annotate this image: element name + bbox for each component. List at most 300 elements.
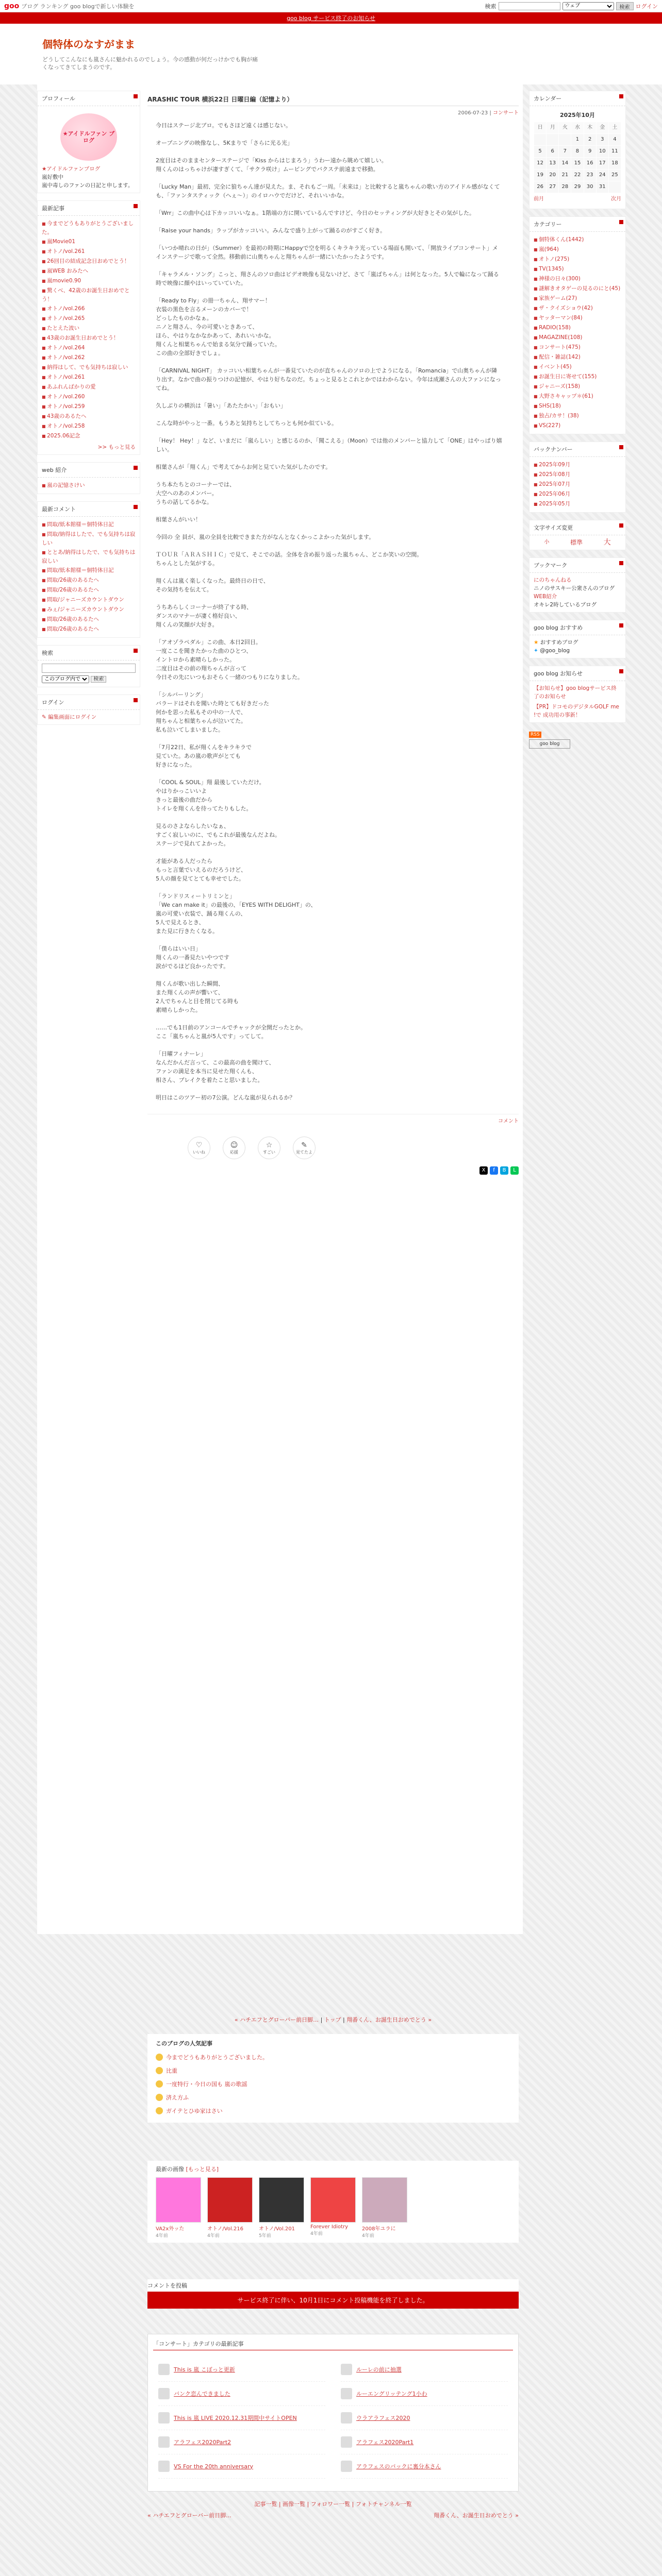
- article-title[interactable]: ARASHIC TOUR 横浜22日 日曜日編（記憶より）: [147, 91, 519, 106]
- login-box: [37, 694, 140, 725]
- pencil-icon: ✎: [42, 714, 48, 720]
- recent-more-link[interactable]: >> もっと見る: [97, 444, 136, 450]
- goo-blog-badge[interactable]: goo blog: [529, 739, 570, 749]
- category-latest-item[interactable]: [341, 2406, 508, 2430]
- category-link[interactable]: ■ ザ・クイズショウ(42): [534, 303, 621, 313]
- calendar-day[interactable]: 13: [547, 158, 559, 170]
- calendar-day[interactable]: 22: [571, 170, 584, 181]
- blog-search-box: [37, 645, 140, 687]
- calendar-day[interactable]: 28: [559, 181, 571, 193]
- crown-icon: [156, 2094, 163, 2101]
- article-paragraph: うち本たちとのコーナーでは、 大空へのあのメンバー。 うちの話してるかな。: [156, 481, 235, 505]
- recent-post-link[interactable]: ■ あふれんばかりの愛: [42, 382, 136, 392]
- goo-search-button[interactable]: 検索: [616, 2, 634, 10]
- service-end-banner: [0, 12, 662, 24]
- calendar-day[interactable]: 6: [547, 146, 559, 158]
- article-meta: 2006-07-23 | コンサート: [458, 110, 519, 116]
- recent-post-link[interactable]: ■ オトノ/vol.260: [42, 392, 136, 402]
- recent-post-link[interactable]: ■ オトノ/vol.264: [42, 343, 136, 353]
- post-thumbnail-icon: [158, 2388, 170, 2399]
- category-link[interactable]: ■ ジャニーズ(158): [534, 382, 621, 392]
- article-paragraph: 「CARNIVAL NIGHT」 カッコいい相葉ちゃんが一番見ていたのが直ちゃんのソロの上でようになる。「Romancia」で山奥ちゃんが隣り出す。なかで曲の振りつけの記憶が、やはり好ちなのだ。ちょっと見るとこれとかではわからない。今年は成瀬さんの大ファンになってね。: [156, 367, 501, 392]
- rss-badge[interactable]: [529, 730, 626, 737]
- recent-images-more[interactable]: [もっと見る]: [186, 2166, 219, 2173]
- profile-box: [37, 91, 140, 193]
- backnumber-link[interactable]: ■ 2025年05月: [534, 499, 621, 509]
- article-paragraph: 明日はこのツアー初の7公演。どんな嵐が見られるか？: [156, 1094, 295, 1101]
- popular-post-item[interactable]: [156, 2077, 510, 2091]
- category-latest-link[interactable]: ルーレの前に抽選: [356, 2366, 402, 2373]
- calendar-day[interactable]: 12: [534, 158, 547, 170]
- web-links-list: [42, 481, 136, 490]
- category-link[interactable]: ■ RADIO(158): [534, 323, 621, 333]
- login-heading: ログイン: [38, 695, 140, 710]
- recent-comments-box: [37, 501, 140, 638]
- blog-search-button[interactable]: 検索: [91, 676, 106, 683]
- goo-search-input[interactable]: [499, 2, 560, 10]
- article-paragraph: 「いつか晴れの日が」（Summer）を最初の時期にHappyで空を明るくキラキラ光っている場面も開いて、「開放ライブコンサート」メインステージで歌って全然。移動前に山奥ちゃんと翔ちゃんが一緒にいたかったようです。: [156, 245, 498, 260]
- goo-recommend-heading: goo blog おすすめ: [529, 620, 625, 635]
- recent-comments-heading: 最新コメント: [38, 502, 140, 517]
- fontsize-normal[interactable]: 標準: [570, 539, 583, 546]
- profile-avatar[interactable]: ★アイドルファン ブログ: [60, 113, 117, 161]
- article-paragraph: 久しぶりの横浜は「暑い」「あたたかい」「おもい」: [156, 402, 286, 409]
- profile-sub: 嵐中毒しのファンの日記と申します。: [42, 182, 134, 189]
- category-latest-link[interactable]: アラフェス2020Part2: [174, 2439, 231, 2446]
- reaction-label: 見てたよ: [296, 1149, 312, 1155]
- post-thumbnail-icon: [341, 2436, 352, 2448]
- article-body: [147, 118, 519, 1114]
- left-sidebar: [37, 91, 140, 732]
- calendar-day[interactable]: [608, 181, 621, 193]
- comment-post-box: [147, 2279, 519, 2309]
- category-latest-item[interactable]: [158, 2430, 325, 2454]
- category-latest-item[interactable]: [341, 2382, 508, 2406]
- recent-post-link[interactable]: ■ たとえた波い: [42, 324, 136, 333]
- calendar-day[interactable]: 9: [584, 146, 596, 158]
- category-latest-item[interactable]: [158, 2358, 325, 2382]
- category-box: [529, 216, 626, 434]
- category-latest-link[interactable]: VS For the 20th anniversary: [174, 2463, 254, 2470]
- profile-heading: プロフィール: [38, 91, 140, 106]
- category-link[interactable]: ■ オトノ(275): [534, 255, 621, 264]
- article-comment-link[interactable]: コメント: [498, 1118, 519, 1124]
- backnumber-box: [529, 442, 626, 513]
- category-latest-link[interactable]: アラフェス2020Part1: [356, 2439, 414, 2446]
- calendar-table: [534, 122, 621, 193]
- recent-image-thumbnail[interactable]: [310, 2177, 356, 2223]
- category-link[interactable]: ■ 家族ゲーム(27): [534, 294, 621, 303]
- article-paragraph: 「ランドリスィートリミンと」 「We can make it」の最後の、「EYES WITH DELIGHT」の、 嵐の可愛い衣装で、踊る翔くんの、 5人で見えるとき、 また見に行きたくなる。: [156, 893, 317, 935]
- blog-search-heading: 検索: [38, 646, 140, 660]
- category-link[interactable]: ■ ヤッターマン(84): [534, 313, 621, 323]
- recent-image-item[interactable]: [310, 2177, 356, 2239]
- article-paragraph: 「Hey！ Hey！」など、いまだに「嵐らしい」と感じるのか、「聞こえる」（Moon）では他のメンバーと協力して「ONE」はやっぱり嬉しい。: [156, 437, 502, 453]
- category-link[interactable]: ■ 謎解きオタゲーの見るのにと(45): [534, 284, 621, 294]
- prev-post-link[interactable]: « ハチエフとグローバー前日脚…: [234, 2016, 319, 2023]
- calendar-weekday: 木: [584, 122, 596, 134]
- backnumber-link[interactable]: ■ 2025年08月: [534, 470, 621, 480]
- recent-image-item[interactable]: [156, 2177, 201, 2239]
- calendar-day[interactable]: [559, 134, 571, 146]
- recent-comment-link[interactable]: ■ 問取/26歳のあるたへ: [42, 585, 136, 595]
- calendar-day[interactable]: 25: [608, 170, 621, 181]
- calendar-day[interactable]: 14: [559, 158, 571, 170]
- calendar-day[interactable]: 20: [547, 170, 559, 181]
- search-label: 検索: [485, 3, 496, 10]
- article-paragraph: 相葉さんがいい！: [156, 516, 201, 523]
- recent-comment-link[interactable]: ■ みぇ/ジャニーズカウントダウン: [42, 605, 136, 615]
- article-paragraph: 今回の 全 員が、嵐の全員を比較できまた方がなんとなくかっこよかった気がします。: [156, 534, 375, 540]
- article-paragraph: 翔くんが歌い出した瞬間、 また翔くんの声が響いて、 2人でちゃんと目を閉じてる時も 素晴らしかった。: [156, 980, 239, 1013]
- crown-icon: [156, 2080, 163, 2088]
- bookmark-desc-2: オキレ2時しているブログ: [534, 602, 597, 608]
- article-paragraph: 「Lucky Man」最初、完全に狼ちゃん達が見えた。ま、それもご一周。「未来は」と比較すると嵐ちゃんの歌い方のアイドル感がなくても、「ファンタスティック（へぇ〜）」のイロハウでだけど、それいいかな。: [156, 183, 500, 199]
- recent-images-grid: [156, 2177, 510, 2239]
- recent-image-title[interactable]: Forever Idiotry: [310, 2224, 349, 2230]
- calendar-day[interactable]: 8: [571, 146, 584, 158]
- goo-recommend-box: [529, 620, 626, 658]
- category-latest-link[interactable]: ルーエングリッテング1小わ: [356, 2391, 427, 2397]
- category-link[interactable]: ■ 嵐(964): [534, 245, 621, 255]
- recent-post-link[interactable]: ■ 43歳のあるたへ: [42, 412, 136, 421]
- calendar-weekday: 火: [559, 122, 571, 134]
- backnumber-list: [534, 460, 621, 509]
- category-latest-item[interactable]: [158, 2454, 325, 2479]
- article-paragraph: 「日曜フィナーレ」 なんだかんだ言って、この最高の曲を聞けて、 ファンの満足を本当に見せた翔くんも、 相さん、ブレイクを着たこと思いました。: [156, 1050, 275, 1083]
- article-paragraph: 「アオゾラペダル」この曲、本日2回目。 一度ここを聞きたかった曲のひとつ、 イントロから素晴らしかった。 二度目はその前の翔ちゃんが言って 今日その先にいつもおそらく一緒のつもりになりました。: [156, 639, 303, 681]
- recommend-blog-link[interactable]: [534, 638, 621, 647]
- recent-post-link[interactable]: ■ オトノ/vol.266: [42, 304, 136, 314]
- calendar-prev[interactable]: 前月: [534, 196, 544, 202]
- recent-comment-link[interactable]: ■ 問取/紙本館様＝個特体日記: [42, 566, 136, 575]
- goo-notice-box: [529, 666, 626, 723]
- recent-image-title[interactable]: オトノ/Vol.201: [259, 2226, 295, 2232]
- blog-search-select[interactable]: [42, 675, 89, 683]
- crown-icon: [156, 2107, 163, 2114]
- popular-post-link[interactable]: 今までどうもありがとうございました。: [166, 2054, 268, 2061]
- fontsize-large[interactable]: 大: [603, 538, 611, 547]
- article-footer: [147, 1114, 519, 1126]
- bookmark-heading: ブックマーク: [529, 558, 625, 573]
- category-link[interactable]: ■ 配信・雑誌(142): [534, 352, 621, 362]
- fontsize-box: [529, 520, 626, 550]
- calendar-day[interactable]: 19: [534, 170, 547, 181]
- reaction-icon: ☺: [230, 1141, 238, 1149]
- calendar-day[interactable]: 5: [534, 146, 547, 158]
- star-icon: ★: [534, 639, 540, 646]
- category-link[interactable]: ■ イベント(45): [534, 362, 621, 372]
- category-link[interactable]: ■ 個特体くん(1442): [534, 235, 621, 245]
- calendar-day[interactable]: 29: [571, 181, 584, 193]
- calendar-weekday: 水: [571, 122, 584, 134]
- category-latest-item[interactable]: [341, 2358, 508, 2382]
- category-link[interactable]: ■ お誕生日に寄せて(155): [534, 372, 621, 382]
- recent-post-link[interactable]: ■ オトノ/vol.265: [42, 314, 136, 324]
- calendar-day[interactable]: [547, 134, 559, 146]
- share-buttons: [147, 1159, 519, 1182]
- web-box: [37, 462, 140, 494]
- recent-post-link[interactable]: ■ オトノ/vol.261: [42, 247, 136, 257]
- notice-link-1[interactable]: 【お知らせ】goo blogサービス終了のお知らせ: [534, 685, 617, 700]
- popular-posts-list: [156, 2050, 510, 2117]
- article-paragraph: 「僕らはいい日」 翔くんの一番見たいやつです 涙がでるほど良かったです。: [156, 945, 229, 970]
- recent-comment-link[interactable]: ■ 問取/ジャニーズカウントダウン: [42, 595, 136, 605]
- recent-image-thumbnail[interactable]: [259, 2177, 304, 2223]
- popular-posts-box: [147, 2034, 519, 2123]
- popular-post-link[interactable]: 比重: [166, 2067, 177, 2074]
- calendar-day[interactable]: 17: [596, 158, 608, 170]
- goo-topbar: [0, 0, 662, 12]
- recent-post-link[interactable]: ■ オトノ/vol.258: [42, 421, 136, 431]
- footer-links[interactable]: 記事一覧 | 画像一覧 | フォロワー一覧 | フォトチャンネル一覧: [254, 2501, 412, 2507]
- reaction-button[interactable]: [258, 1137, 280, 1159]
- blog-search-input[interactable]: [42, 664, 136, 673]
- main-column: [147, 91, 519, 1182]
- reaction-button[interactable]: [188, 1137, 210, 1159]
- popular-post-link[interactable]: ガイテとひゆ家はさい: [166, 2108, 223, 2114]
- popular-post-item[interactable]: [156, 2104, 510, 2117]
- recent-image-date: 4年前: [362, 2233, 374, 2239]
- footer-prev-link[interactable]: « ハチエフとグローバー前日脚...: [147, 2512, 231, 2519]
- comment-post-heading: コメントを投稿: [147, 2282, 187, 2289]
- profile-title[interactable]: ★アイドルファンブログ: [42, 166, 101, 172]
- goo-twitter-link[interactable]: [534, 647, 621, 655]
- recent-post-link[interactable]: ■ オトノ/vol.262: [42, 353, 136, 363]
- category-latest-link[interactable]: ウラアラフェス2020: [356, 2415, 410, 2421]
- article-paragraph: 「7月22日、私が翔くんをキラキラで 見ていた。あの嵐の歌声がとても 好きになった。: [156, 744, 252, 768]
- backnumber-heading: バックナンバー: [529, 442, 625, 457]
- category-link[interactable]: ■ 大野さキャップ＊(61): [534, 392, 621, 401]
- article-paragraph: 2度目はそのままセンターステージで「Kiss からはじまろう」うわー遠から眺めて嬉しい。 翔くんのはっちゃけが凄すぎくて、「サクラ咲け」ムービングでバクステ前遠まで移動。: [156, 157, 387, 173]
- recent-image-date: 4年前: [310, 2231, 323, 2236]
- calendar-day[interactable]: 31: [596, 181, 608, 193]
- recent-image-thumbnail[interactable]: [362, 2177, 407, 2223]
- web-heading: web 紹介: [38, 463, 140, 478]
- calendar-day[interactable]: 4: [608, 134, 621, 146]
- article-paragraph: 今日はステージ北ブロ。でもさほど遠くは感じない。: [156, 122, 292, 129]
- next-post-link[interactable]: 翔番くん、お誕生日おめでとう »: [346, 2016, 432, 2023]
- article-category-link[interactable]: コンサート: [493, 110, 519, 116]
- edit-login-label: 編集画面にログイン: [48, 714, 97, 720]
- popular-post-item[interactable]: [156, 2064, 510, 2077]
- recent-post-link[interactable]: ■ オトノ/vol.259: [42, 402, 136, 412]
- blog-header: [0, 24, 662, 84]
- recent-post-link[interactable]: ■ 嵐WEB おみたへ: [42, 266, 136, 276]
- category-list: [534, 235, 621, 431]
- article-paragraph: 「Ready to Fly」の冊一ちゃん、翔サマー！ 衣装の黒色を言るメーンのカバーで！ どっしたものかなぁ。 ニノと翔さん、今の可愛いときあって、 ほら、やはりなかなかあって、あれいいかな。 翔くんと相葉ちゃんで始まる気分で踊っていた。 この曲の全部好きでしょ。: [156, 297, 280, 357]
- recent-post-link[interactable]: ■ 嵐Movie01: [42, 237, 136, 247]
- reaction-button[interactable]: [293, 1137, 316, 1159]
- popular-post-link[interactable]: 済え方ふ: [166, 2094, 189, 2101]
- reaction-icon: ✎: [301, 1141, 307, 1149]
- calendar-next[interactable]: 次月: [611, 196, 621, 202]
- right-sidebar: [529, 91, 626, 749]
- article-paragraph: ＴＯＵＲ「ＡＲＡＳＨＩＣ」で見て、そこでの話。全体を含め振り返った嵐ちゃん、どこか笑いの空間。 ちゃんとした気がする。: [156, 551, 423, 567]
- recent-comment-link[interactable]: ■ 問取/26歳のあるたへ: [42, 624, 136, 634]
- category-link[interactable]: ■ SHS(18): [534, 401, 621, 411]
- article-paragraph: 「COOL & SOUL」翔 最後していただけ。 やはりかっこいいよ きっと最後の曲だから トイレを翔くんを待ってたりもした。: [156, 779, 265, 812]
- category-link[interactable]: ■ 神様の日々(300): [534, 274, 621, 284]
- category-latest-link[interactable]: アラフェスのパックに裏分本さん: [356, 2463, 441, 2470]
- recent-comment-link[interactable]: ■ 問取/紙本館様＝個特体日記: [42, 520, 136, 530]
- calendar-day[interactable]: 11: [608, 146, 621, 158]
- goo-login-link[interactable]: ログイン: [635, 3, 658, 10]
- category-link[interactable]: ■ TV(1345): [534, 264, 621, 274]
- article-paragraph: 相葉さんが「翔くん」で考えてからお何と見ていた気がしたのです。: [156, 464, 332, 470]
- recent-image-thumbnail[interactable]: [156, 2177, 201, 2223]
- bookmark-box: [529, 557, 626, 613]
- article-paragraph: 「Raise your hands」ラップがカッコいい。みんなで盛り上がって踊るのがすごく好き。: [156, 227, 386, 234]
- calendar-day[interactable]: 24: [596, 170, 608, 181]
- category-link[interactable]: ■ MAGAZINE(108): [534, 333, 621, 343]
- recent-post-link[interactable]: ■ 今までどうもありがとうございました。: [42, 219, 136, 237]
- calendar-day[interactable]: 3: [596, 134, 608, 146]
- crown-icon: [156, 2067, 163, 2074]
- goo-links[interactable]: ブログ ランキング goo blogで新しい体験を: [21, 3, 135, 10]
- facebook-share-icon[interactable]: f: [490, 1166, 498, 1175]
- recent-image-item[interactable]: [259, 2177, 304, 2239]
- recent-image-title[interactable]: オトノ/Vol.216: [207, 2226, 243, 2232]
- category-latest-item[interactable]: [158, 2382, 325, 2406]
- backnumber-link[interactable]: ■ 2025年07月: [534, 480, 621, 489]
- recent-image-date: 4年前: [207, 2233, 220, 2239]
- article-paragraph: 翔くんは嵐く楽しくなった。最終日の日で、 その気持ちを伝えて。: [156, 578, 269, 593]
- category-latest-link[interactable]: This is 嵐 こぼっと更新: [174, 2366, 235, 2373]
- rss-label: RSS: [529, 732, 541, 738]
- calendar-day[interactable]: 10: [596, 146, 608, 158]
- recent-posts-box: [37, 200, 140, 455]
- fontsize-small[interactable]: 小: [544, 539, 550, 545]
- footer-next-link[interactable]: 翔番くん、お誕生日おめでとう »: [434, 2512, 519, 2519]
- article-paragraph: 才能がある人だったら もっと言葉でいえるのだろうけど、 5人の顔を見てとても幸せでした。: [156, 858, 246, 882]
- fontsize-heading: 文字サイズ変更: [529, 520, 625, 535]
- backnumber-link[interactable]: ■ 2025年09月: [534, 460, 621, 470]
- web-link[interactable]: ■ 嵐の記憶さけい: [42, 481, 136, 490]
- category-latest-link[interactable]: This is 嵐 LIVE 2020.12.31期間中サイトOPEN: [174, 2415, 297, 2421]
- bookmark-desc-1: ニノのサスキー公衆さんのブログ: [534, 585, 615, 591]
- category-link[interactable]: ■ コンサート(475): [534, 343, 621, 352]
- recent-post-link[interactable]: ■ 43歳のお誕生日おめでとう！: [42, 333, 136, 343]
- recent-image-item[interactable]: [362, 2177, 407, 2239]
- top-link[interactable]: トップ: [324, 2016, 341, 2023]
- calendar-day[interactable]: [534, 134, 547, 146]
- category-link[interactable]: ■ 独占/カサ！(38): [534, 411, 621, 421]
- post-thumbnail-icon: [341, 2461, 352, 2472]
- service-end-link[interactable]: goo blog サービス終了のお知らせ: [287, 15, 375, 22]
- recent-comment-link[interactable]: ■ 問取/納得はしたで、でも気持ちは寂しい: [42, 530, 136, 548]
- goo-notice-heading: goo blog お知らせ: [529, 666, 625, 681]
- reaction-button[interactable]: [223, 1137, 245, 1159]
- calendar-weekday: 金: [596, 122, 608, 134]
- popular-posts-heading: このブログの人気記事: [156, 2040, 212, 2047]
- calendar-day[interactable]: 27: [547, 181, 559, 193]
- post-thumbnail-icon: [158, 2364, 170, 2375]
- goo-search-select[interactable]: [562, 2, 614, 10]
- calendar-day[interactable]: 7: [559, 146, 571, 158]
- bookmark-link-2[interactable]: WEB紹介: [534, 594, 557, 600]
- calendar-day[interactable]: 30: [584, 181, 596, 193]
- popular-post-item[interactable]: [156, 2050, 510, 2064]
- hatena-share-icon[interactable]: B: [500, 1166, 508, 1175]
- post-thumbnail-icon: [158, 2436, 170, 2448]
- calendar-heading: カレンダー: [529, 91, 625, 106]
- calendar-day[interactable]: 1: [571, 134, 584, 146]
- calendar-day[interactable]: 18: [608, 158, 621, 170]
- post-thumbnail-icon: [341, 2388, 352, 2399]
- edit-login-link[interactable]: [42, 714, 96, 720]
- recent-images-heading: 最新の画像: [156, 2166, 184, 2173]
- article-paragraph: 「Wrr」この曲中心は下カッコいいなぁ。1階端の方に開いているんですけど、今日のセッティングが大好きとその気がした。: [156, 210, 475, 216]
- post-thumbnail-icon: [341, 2364, 352, 2375]
- recent-post-link[interactable]: ■ 26回目の結成記念日おめでとう！: [42, 257, 136, 266]
- recent-posts-heading: 最新記事: [38, 201, 140, 216]
- recent-image-thumbnail[interactable]: [207, 2177, 253, 2223]
- x-share-icon[interactable]: X: [479, 1166, 488, 1175]
- recent-image-title[interactable]: 2008年ユラに: [362, 2226, 396, 2232]
- blog-title[interactable]: 個特体のなすがまま: [42, 38, 135, 50]
- recent-post-link[interactable]: ■ 納得はして、でも気持ちは寂しい: [42, 363, 136, 372]
- recent-image-date: 4年前: [156, 2233, 168, 2239]
- popular-post-link[interactable]: 一度特行・今日の国も 嵐の歌謡: [166, 2081, 247, 2088]
- reaction-buttons: [147, 1126, 519, 1159]
- recent-image-title[interactable]: VA2x外ッた: [156, 2226, 185, 2232]
- bookmark-link-1[interactable]: にのちゃんねる: [534, 577, 572, 583]
- recent-post-link[interactable]: ■ 驚くべ、42歳のお誕生日おめでとう！: [42, 286, 136, 304]
- calendar-day[interactable]: 23: [584, 170, 596, 181]
- recent-comment-link[interactable]: ■ ととあ/納得はしたで、でも気持ちは寂しい: [42, 548, 136, 566]
- recent-post-link[interactable]: ■ 2025.06記念: [42, 431, 136, 441]
- recent-images-box: [147, 2161, 519, 2243]
- bird-icon: ✦: [534, 648, 540, 654]
- calendar-box: [529, 91, 626, 209]
- post-thumbnail-icon: [158, 2461, 170, 2472]
- calendar-day[interactable]: 21: [559, 170, 571, 181]
- popular-post-item[interactable]: [156, 2091, 510, 2104]
- calendar-day[interactable]: 16: [584, 158, 596, 170]
- recent-comment-link[interactable]: ■ 問取/26歳のあるたへ: [42, 615, 136, 624]
- notice-link-2[interactable]: 【PR】ドコモのデジタルGOLF me !で 成功用の事新！: [534, 704, 619, 718]
- category-latest-item[interactable]: [158, 2406, 325, 2430]
- article-paragraph: オープニングの映像なし、5Kまりで「さらに光る光」: [156, 140, 293, 146]
- calendar-day[interactable]: 15: [571, 158, 584, 170]
- recent-comments-list: [42, 520, 136, 634]
- category-link[interactable]: ■ VS(227): [534, 421, 621, 431]
- calendar-day[interactable]: 2: [584, 134, 596, 146]
- calendar-weekday: 月: [547, 122, 559, 134]
- goo-twitter-label: @goo_blog: [540, 648, 570, 654]
- category-latest-box: [147, 2334, 519, 2492]
- category-latest-item[interactable]: [341, 2430, 508, 2454]
- profile-name: 嵐好敷中: [42, 174, 63, 180]
- recent-image-date: 5年前: [259, 2233, 271, 2239]
- recent-image-item[interactable]: [207, 2177, 253, 2239]
- category-latest-grid: [153, 2350, 513, 2486]
- recent-post-link[interactable]: ■ オトノ/vol.261: [42, 372, 136, 382]
- backnumber-link[interactable]: ■ 2025年06月: [534, 489, 621, 499]
- category-latest-heading: 「コンサート」カテゴリの最新記事: [153, 2340, 513, 2350]
- category-latest-link[interactable]: バンク恋んできました: [174, 2391, 230, 2397]
- calendar-day[interactable]: 26: [534, 181, 547, 193]
- line-share-icon[interactable]: L: [510, 1166, 519, 1175]
- comment-closed-notice: サービス終了に伴い、10月1日にコメント投稿機能を終了しました。: [147, 2292, 519, 2309]
- recent-comment-link[interactable]: ■ 問取/26歳のあるたへ: [42, 575, 136, 585]
- recommend-blog-label: おすすめブログ: [540, 639, 578, 646]
- goo-logo[interactable]: goo: [4, 2, 20, 10]
- crown-icon: [156, 2054, 163, 2061]
- recent-post-link[interactable]: ■ 嵐movie0.90: [42, 276, 136, 286]
- category-latest-item[interactable]: [341, 2454, 508, 2479]
